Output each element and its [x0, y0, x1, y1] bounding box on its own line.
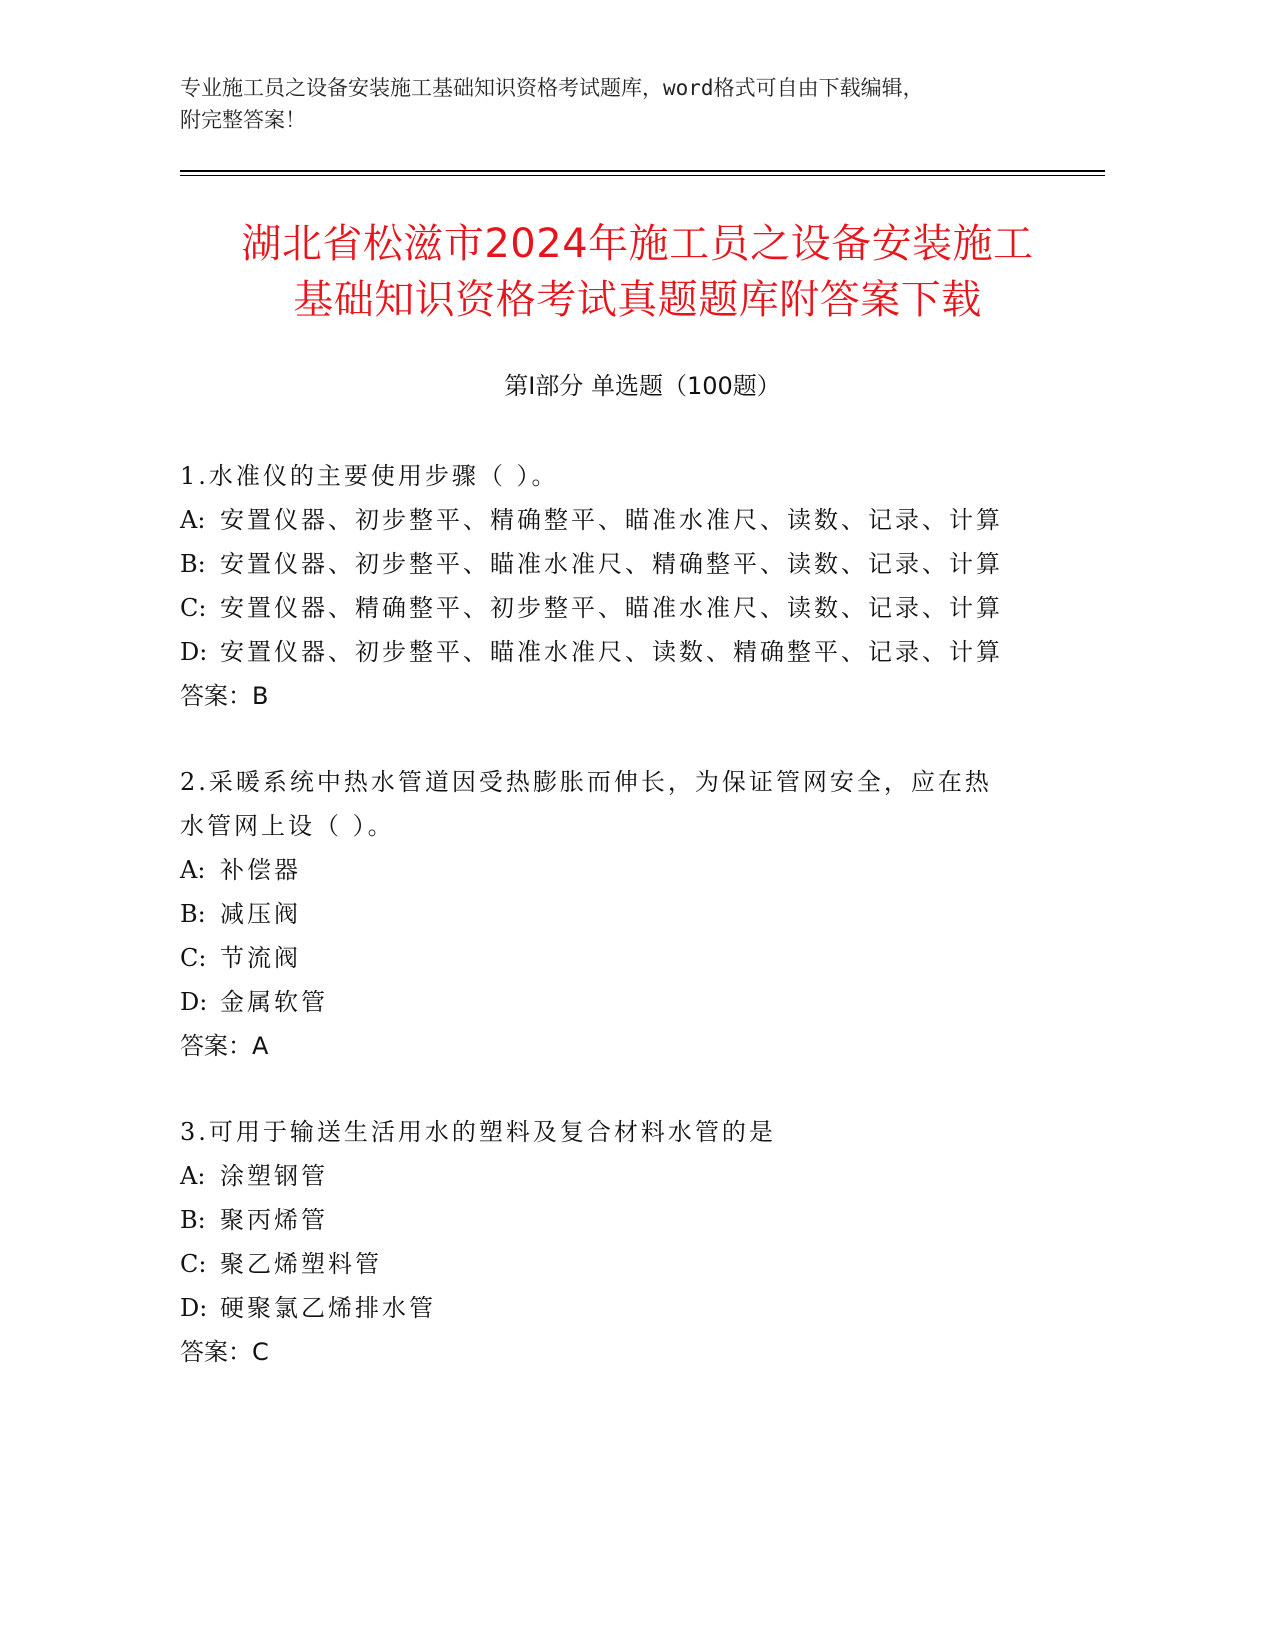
option-key: C: — [180, 594, 207, 622]
option-b — [180, 542, 1040, 586]
option-key: B: — [180, 900, 206, 928]
question-stem-continued: 水管网上设（ ）。 — [180, 812, 395, 840]
option-key: C: — [180, 1250, 207, 1278]
answer-line: 答案：A — [180, 1032, 269, 1060]
option-text: 安置仪器、初步整平、精确整平、瞄准水准尺、读数、记录、计算 — [220, 506, 1003, 534]
option-text: 聚乙烯塑料管 — [220, 1250, 382, 1278]
question-stem: 1.水准仪的主要使用步骤（ ）。 — [180, 462, 559, 490]
option-text: 节流阀 — [220, 944, 301, 972]
header-note — [180, 72, 1080, 136]
document-title — [170, 216, 1105, 328]
question-stem: 3.可用于输送生活用水的塑料及复合材料水管的是 — [180, 1118, 776, 1146]
option-text: 安置仪器、初步整平、瞄准水准尺、读数、精确整平、记录、计算 — [220, 638, 1003, 666]
option-key: C: — [180, 944, 207, 972]
question-2 — [180, 760, 1040, 1068]
option-c — [180, 936, 1040, 980]
option-key: B: — [180, 550, 206, 578]
section-title: 第Ⅰ部分 单选题（100题） — [504, 372, 781, 400]
option-d — [180, 980, 1040, 1024]
option-c — [180, 1242, 1040, 1286]
header-note-line1: 专业施工员之设备安装施工基础知识资格考试题库，word格式可自由下载编辑， — [180, 76, 924, 100]
question-list — [180, 454, 1040, 1416]
option-text: 金属软管 — [220, 988, 328, 1016]
header-divider-thick — [180, 170, 1105, 172]
option-a — [180, 848, 1040, 892]
option-text: 安置仪器、精确整平、初步整平、瞄准水准尺、读数、记录、计算 — [220, 594, 1003, 622]
option-a — [180, 498, 1040, 542]
option-a — [180, 1154, 1040, 1198]
question-stem: 2.采暖系统中热水管道因受热膨胀而伸长，为保证管网安全，应在热 — [180, 768, 992, 796]
option-text: 硬聚氯乙烯排水管 — [220, 1294, 436, 1322]
answer-line: 答案：C — [180, 1338, 269, 1366]
option-c — [180, 586, 1040, 630]
option-key: B: — [180, 1206, 206, 1234]
option-text: 聚丙烯管 — [220, 1206, 328, 1234]
option-b — [180, 892, 1040, 936]
option-b — [180, 1198, 1040, 1242]
option-key: A: — [180, 856, 206, 884]
option-key: D: — [180, 1294, 208, 1322]
option-key: A: — [180, 506, 206, 534]
option-text: 涂塑钢管 — [220, 1162, 328, 1190]
option-key: D: — [180, 638, 208, 666]
document-title-line2: 基础知识资格考试真题题库附答案下载 — [293, 277, 982, 323]
header-divider-thin — [180, 175, 1105, 176]
question-3 — [180, 1110, 1040, 1374]
option-text: 减压阀 — [220, 900, 301, 928]
header-note-line2: 附完整答案！ — [180, 108, 306, 132]
question-1 — [180, 454, 1040, 718]
option-d — [180, 630, 1040, 674]
option-text: 安置仪器、初步整平、瞄准水准尺、精确整平、读数、记录、计算 — [220, 550, 1003, 578]
document-title-line1: 湖北省松滋市2024年施工员之设备安装施工 — [241, 221, 1034, 267]
answer-line: 答案：B — [180, 682, 269, 710]
option-key: A: — [180, 1162, 206, 1190]
option-key: D: — [180, 988, 208, 1016]
option-text: 补偿器 — [220, 856, 301, 884]
option-d — [180, 1286, 1040, 1330]
